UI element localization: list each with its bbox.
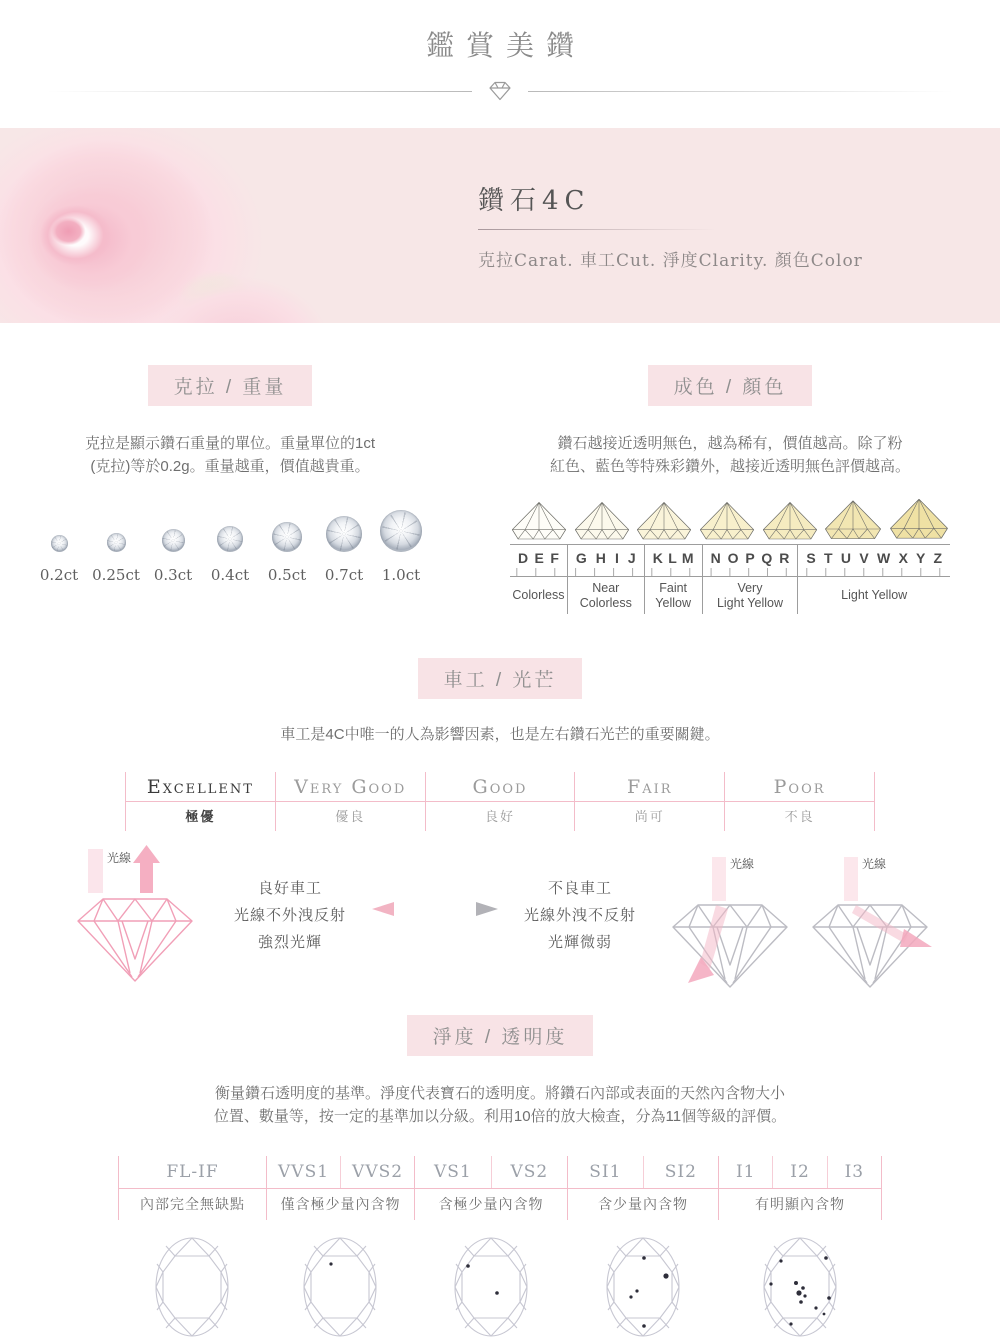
color-scale-letters: N O P Q R [710,550,790,566]
clarity-diagram-fl-if [153,1236,231,1340]
clarity-group-vvs [266,1156,414,1220]
clarity-group-si [567,1156,718,1220]
clarity-description-line2: 位置、數量等，按一定的基準加以分級。利用10倍的放大檢查，分為11個等級的評價。 [213,1108,787,1125]
clarity-group-label: 含少量內含物 [598,1196,689,1212]
clarity-group-label: 含極少量內含物 [438,1196,544,1212]
color-diamond-icon-2 [573,500,631,542]
carat-size-label: 0.7ct [324,566,364,584]
cut-grade-fair [574,772,724,831]
cut-section-header: 車工 / 光芒 [418,658,583,699]
clarity-group-label: 僅含極少量內含物 [280,1196,401,1212]
carat-size-label: 1.0ct [381,566,421,584]
carat-size-label: 0.4ct [210,566,250,584]
clarity-diagram-vvs [301,1236,379,1340]
svg-text:光線: 光線 [107,851,132,865]
diamond-photo-0-4ct [217,526,243,552]
color-diamond-icon-5 [761,500,819,542]
carat-size-label: 0.25ct [92,566,140,584]
clarity-grade: I1 [735,1162,756,1182]
banner-heading: 鑽石4C [478,186,591,216]
diamond-photo-0-7ct [326,516,362,552]
color-scale-group-near-colorless [567,545,644,614]
carat-size-item [145,498,202,584]
clarity-grade: SI2 [643,1156,719,1188]
carat-size-label: 0.3ct [153,566,193,584]
cut-grade-en: Very Good [276,772,425,802]
carat-size-item [88,498,145,584]
clarity-section [0,1015,1000,1340]
carat-description-line2: (克拉)等於0.2g。重量越重，價值越貴重。 [90,458,370,475]
cut-grade-very-good [275,772,425,831]
color-scale-label: Colorless [510,576,567,614]
carat-size-label: 0.2ct [39,566,79,584]
carat-diamond-row [0,498,460,584]
diamond-photo-0-3ct [162,529,185,552]
color-scale-label: Light Yellow [798,576,950,614]
clarity-group-i [718,1156,881,1220]
color-description-line1: 鑽石越接近透明無色，越為稀有，價值越高。除了粉 [557,435,903,452]
carat-size-item [259,498,316,584]
clarity-grade: VVS1 [278,1162,330,1182]
hero-banner [0,128,1000,323]
color-scale-letters: G H I J [575,550,636,566]
color-diamond-icon-3 [635,500,693,542]
cut-grade-good [425,772,575,831]
banner-underline [478,229,716,230]
svg-text:光線: 光線 [862,857,887,871]
color-scale-letters: K L M [652,550,694,566]
diamond-photo-1-0ct [380,510,422,552]
diamond-photo-0-2ct [51,535,68,552]
carat-color-row [0,365,1000,614]
clarity-grade: VVS2 [340,1156,414,1188]
good-cut-note: 良好車工 光線不外洩反射 強烈光輝 [233,879,346,951]
color-diamond-icon-6 [823,498,883,542]
clarity-description-line1: 衡量鑽石透明度的基準。淨度代表寶石的透明度。將鑽石內部或表面的天然內含物大小 [214,1085,785,1102]
carat-description-line1: 克拉是顯示鑽石重量的單位。重量單位的1ct [84,435,375,452]
clarity-grade-table [118,1156,882,1220]
page-title: 鑑賞美鑽 [425,29,586,62]
cut-grade-zh: 優良 [335,809,366,824]
color-grade-scale [510,544,950,614]
color-scale-group-light-yellow [797,545,950,614]
color-scale-ticks [798,568,950,576]
carat-description [0,432,460,478]
carat-size-label: 0.5ct [267,566,307,584]
clarity-section-header: 淨度 / 透明度 [407,1015,594,1056]
color-scale-ticks [568,568,644,576]
cut-grade-zh: 不良 [784,809,815,824]
clarity-grade: I3 [827,1156,881,1188]
color-scale-ticks [645,568,702,576]
color-diamond-icon-1 [510,500,568,542]
bad-cut-diamond-leak-side-diagram [800,851,940,991]
clarity-diagram-row [118,1236,882,1340]
color-section [460,365,1000,614]
cut-grade-zh: 良好 [484,809,515,824]
clarity-grade: FL-IF [166,1162,219,1182]
clarity-diagram-si [604,1236,682,1340]
color-diamond-icon-4 [698,500,756,542]
divider-line-right [528,91,953,92]
cut-section [0,658,1000,991]
color-scale-ticks [703,568,798,576]
cut-grade-table [125,772,875,831]
cut-grade-en: Poor [725,772,874,802]
cut-grade-excellent [125,772,275,831]
color-scale-group-faint-yellow [644,545,702,614]
rose-image [0,128,360,323]
color-scale-ticks [510,568,567,576]
divider-line-left [47,91,472,92]
clarity-grade: SI1 [589,1162,622,1182]
cut-grade-zh: 極優 [185,809,216,824]
color-scale-label: Very Light Yellow [703,576,798,614]
svg-text:光線: 光線 [730,857,755,871]
color-diamond-icon-7 [888,496,950,542]
carat-size-item [316,498,373,584]
carat-size-item [31,498,88,584]
diamond-divider-icon [486,80,514,102]
cut-grade-en: Fair [575,772,724,802]
clarity-group-label: 內部完全無缺點 [140,1196,246,1212]
clarity-grade: VS1 [433,1162,472,1182]
clarity-diagram-i [761,1236,839,1340]
cut-grade-en: Excellent [126,772,275,802]
color-description-line2: 紅色、藍色等特殊彩鑽外，越接近透明無色評價越高。 [549,458,910,475]
color-scale-group-very-light-yellow [702,545,798,614]
bad-cut-note: 不良車工 光線外洩不反射 光輝微弱 [523,879,636,951]
double-arrow-icon [370,899,500,919]
banner-text [478,180,863,271]
carat-section [0,365,460,614]
title-divider [0,80,1000,102]
color-scale-letters: D E F [518,550,559,566]
color-scale-letters: S T U V W X Y Z [806,550,943,566]
diamond-photo-0-25ct [107,533,126,552]
page-header [0,0,1000,102]
clarity-description [0,1082,1000,1128]
cut-grade-zh: 尚可 [634,809,665,824]
banner-subheading: 克拉Carat. 車工Cut. 淨度Clarity. 顏色Color [478,251,863,271]
cut-grade-en: Good [426,772,575,802]
cut-grade-poor [724,772,874,831]
color-scale-group-colorless [510,545,567,614]
clarity-grade: I2 [772,1156,826,1188]
color-scale-label: Near Colorless [568,576,644,614]
clarity-group-label: 有明顯內含物 [755,1196,846,1212]
comparison-arrow [370,899,500,924]
carat-size-item [373,498,430,584]
cut-description: 車工是4C中唯一的人為影響因素，也是左右鑽石光芒的重要關鍵。 [280,726,720,743]
clarity-grade: VS2 [491,1156,568,1188]
carat-section-header: 克拉 / 重量 [148,365,313,406]
clarity-group-fl-if [118,1156,266,1220]
color-diamond-row [510,496,950,542]
clarity-group-vs [414,1156,567,1220]
carat-size-item [202,498,259,584]
color-description [460,432,1000,478]
clarity-diagram-vs [452,1236,530,1340]
diamond-photo-0-5ct [272,522,302,552]
cut-diagram-row [35,845,965,991]
color-section-header: 成色 / 顏色 [648,365,813,406]
bad-cut-diamond-leak-bottom-diagram [660,851,800,991]
good-cut-diamond-diagram [60,845,210,985]
color-scale-label: Faint Yellow [645,576,702,614]
